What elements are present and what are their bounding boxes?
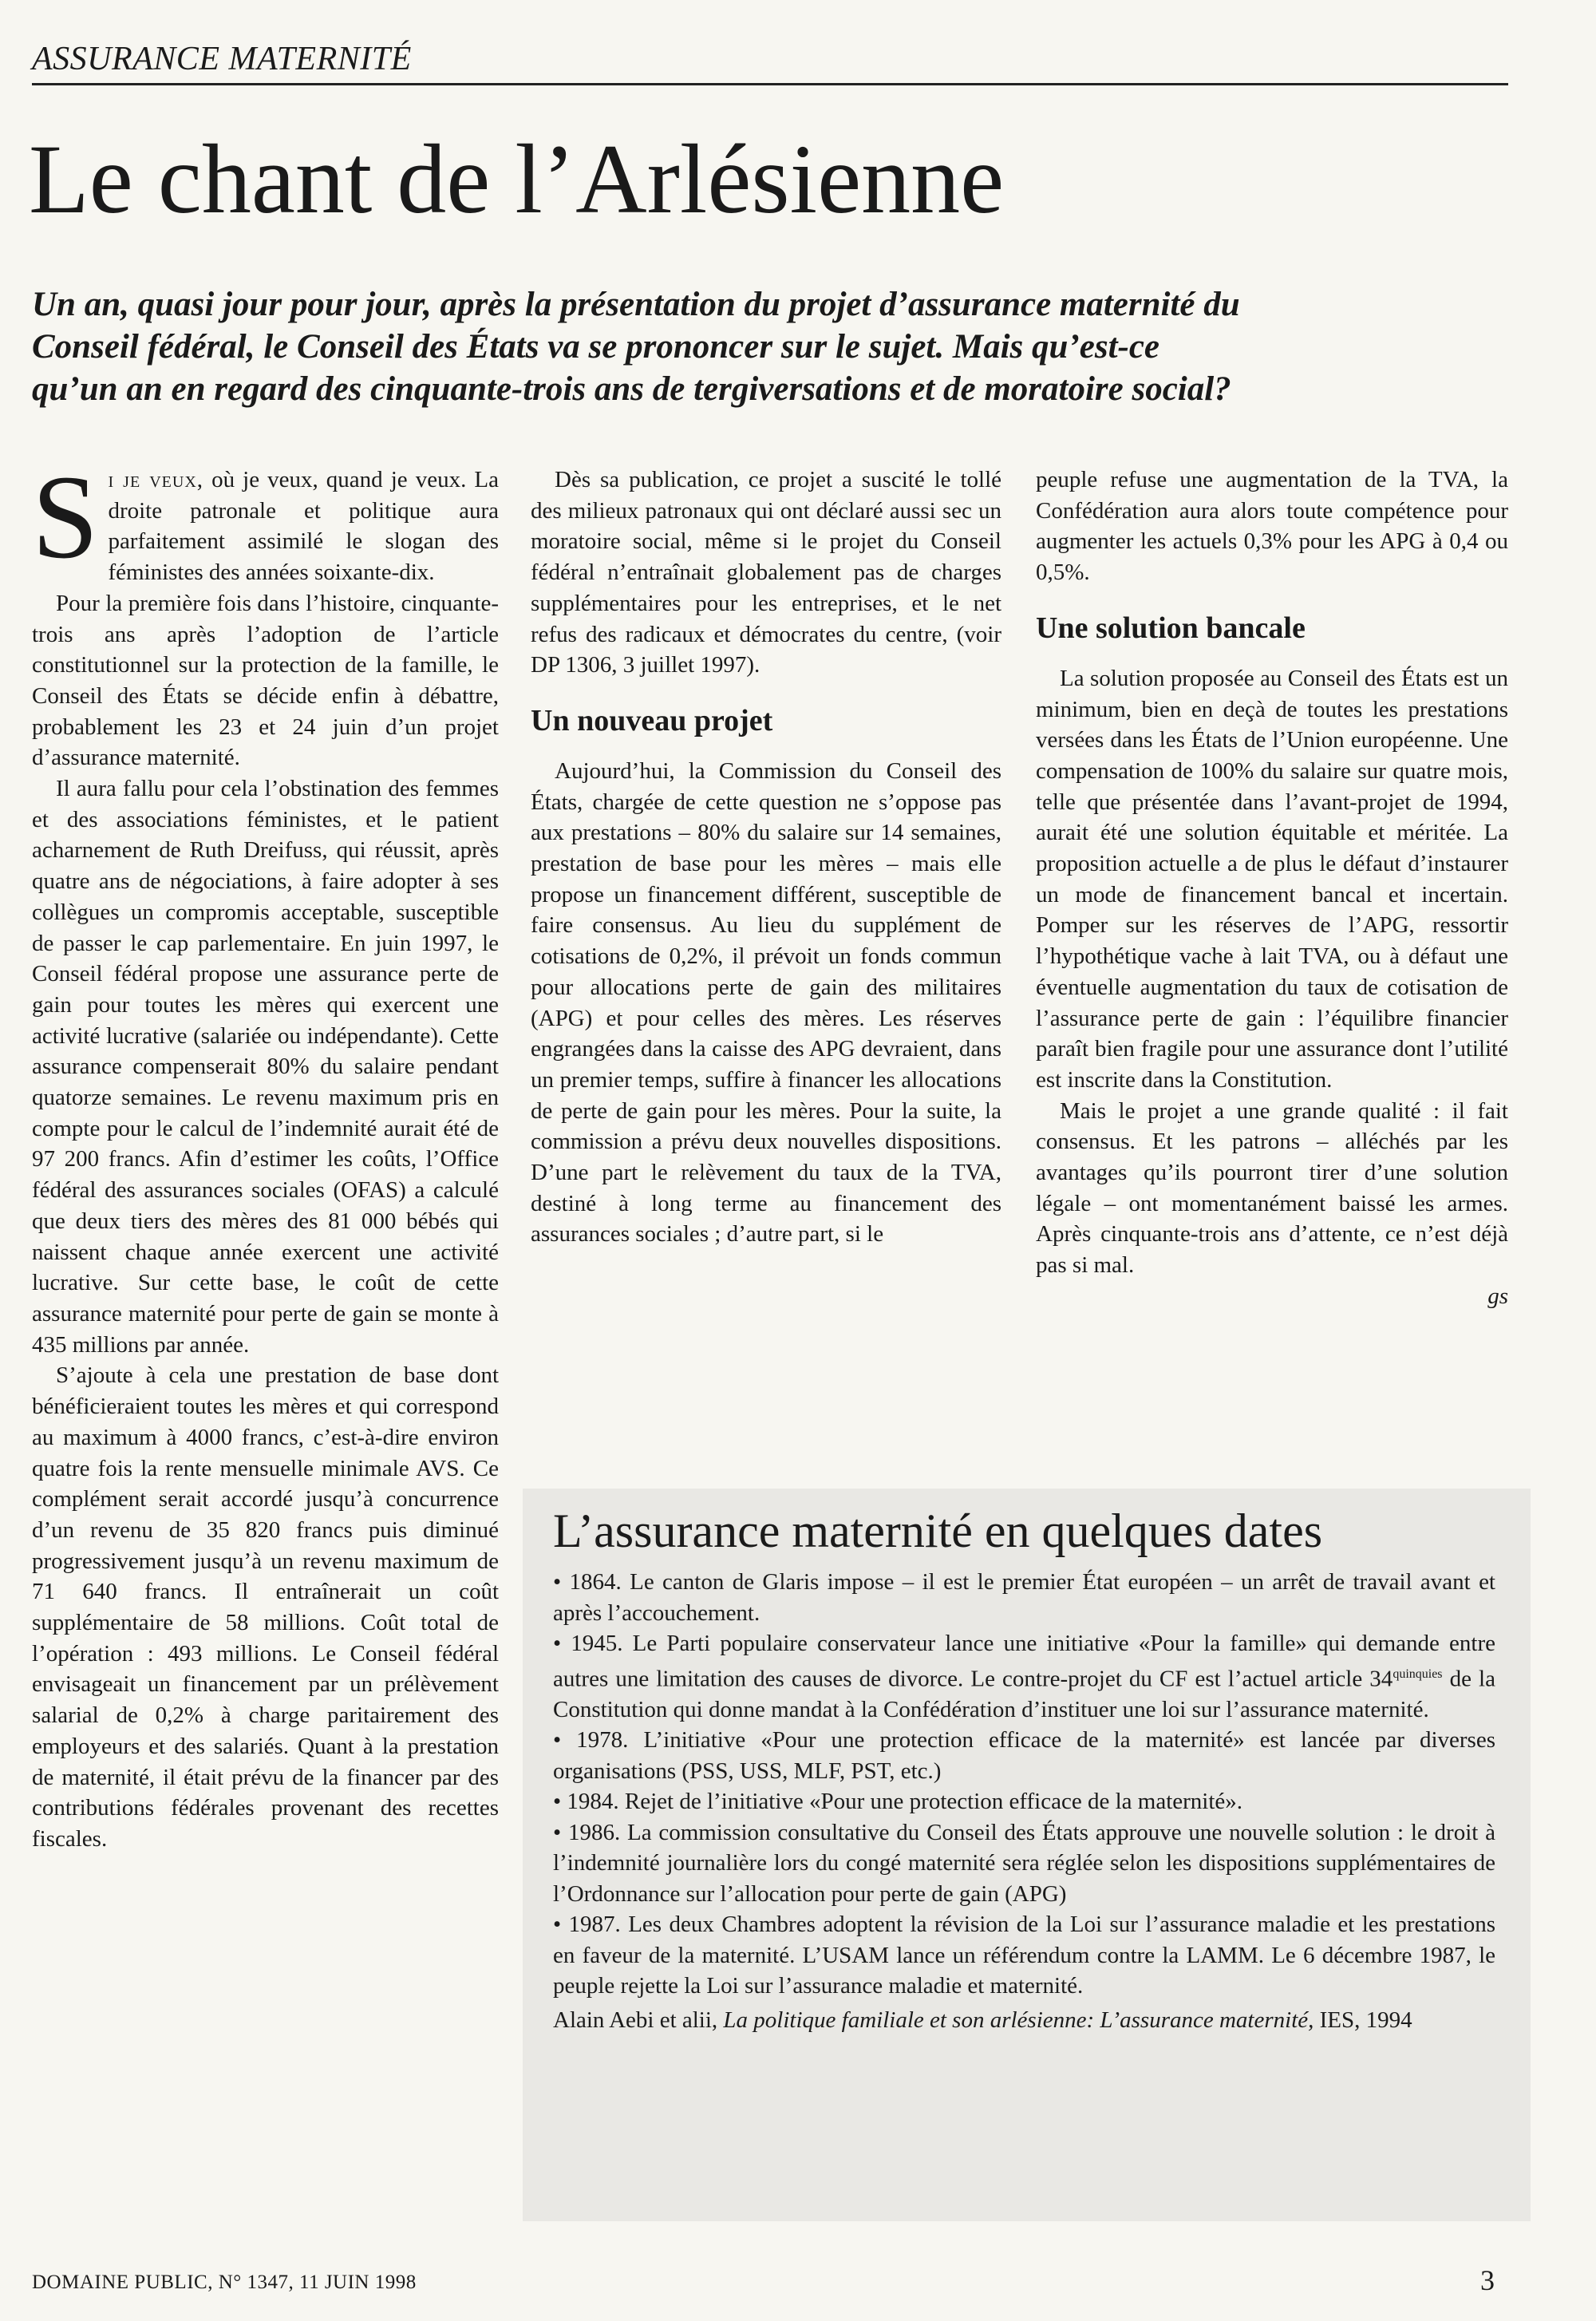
timeline-entry: • 1987. Les deux Chambres adoptent la révision de la Loi sur l’assurance maladie et les prestations en faveur de la maternité. L’USAM lance un référendum contre la LAMM. Le 6 décembre 1987, le peuple rejette la Loi sur l’assurance maladie et maternité.: [553, 1912, 1495, 1999]
column-3: [1036, 465, 1508, 1312]
publication-footer: DOMAINE PUBLIC, N° 1347, 11 JUIN 1998: [32, 2272, 417, 2293]
paragraph: Dès sa publication, ce projet a suscité le tollé des milieux patronaux qui ont déclaré aussi sec un moratoire social, même si le projet du Conseil fédéral n’entraînait globalement pas de charges supplémentaires pour les entreprises, et le net refus des radicaux et démocrates du centre, (voir DP 1306, 3 juillet 1997).: [531, 467, 1001, 678]
ref-author: Alain Aebi et alii,: [553, 2007, 724, 2033]
paragraph: Pour la première fois dans l’histoire, cinquante-trois ans après l’adoption de l’article constitutionnel sur la protection de la famille, le Conseil des États se décide enfin à débattre, probablement les 23 et 24 juin d’un projet d’assurance maternité.: [32, 590, 499, 771]
page-number: 3: [1480, 2264, 1495, 2296]
timeline-entry: • 1864. Le canton de Glaris impose – il est le premier État européen – un arrêt de travail avant et après l’accouchement.: [553, 1569, 1495, 1626]
article-title: Le chant de l’Arlésienne: [29, 125, 1005, 234]
timeline-entry: [553, 1628, 1495, 1725]
timeline-entry: • 1984. Rejet de l’initiative «Pour une protection efficace de la maternité».: [553, 1789, 1243, 1815]
paragraph: Mais le projet a une grande qualité : il fait consensus. Et les patrons – alléchés par les avantages qu’ils pourront tirer d’une solution légale – ont momentanément baissé les armes. Après cinquante-trois ans d’attente, ce n’est déjà pas si mal.: [1036, 1097, 1508, 1279]
paragraph: Il aura fallu pour cela l’obstination des femmes et des associations féministes, et le patient acharnement de Ruth Dreifuss, qui réussit, après quatre ans de négociations, à faire adopter à ses collègues un compromis acceptable, susceptible de passer le cap parlementaire. En juin 1997, le Conseil fédéral propose une assurance perte de gain pour toutes les mères qui exercent une activité lucrative (salariée ou indépendante). Cette assurance compenserait 80% du salaire pendant quatorze semaines. Le revenu maximum pris en compte pour le calcul de l’indemnité aurait été de 97 200 francs. Afin d’estimer les coûts, l’Office fédéral des assurances sociales (OFAS) a calculé que deux tiers des mères des 81 000 bébés qui naissent chaque année exercent une activité lucrative. Sur cette base, le coût de cette assurance maternité pour perte de gain se monte à 435 millions par année.: [32, 776, 499, 1358]
section-rubric: ASSURANCE MATERNITÉ: [32, 40, 1508, 85]
paragraph: S’ajoute à cela une prestation de base dont bénéficieraient toutes les mères et qui correspond au maximum à 4000 francs, c’est-à-dire environ quatre fois la rente mensuelle minimale AVS. Ce complément serait accordé jusqu’à concurrence d’un revenu de 35 820 francs puis diminué progressivement jusqu’à un revenu maximum de 71 640 francs. Il entraînerait un coût supplémentaire de 58 millions. Coût total de l’opération : 493 millions. Le Conseil fédéral envisageait un financement par un prélèvement salarial de 0,2% à charge paritairement des employeurs et des salariés. Quant à la prestation de maternité, il était prévu de la financer par des contributions fédérales provenant des recettes fiscales.: [32, 1362, 499, 1852]
subheading: Une solution bancale: [1036, 611, 1306, 645]
drop-cap: S: [32, 451, 99, 583]
superscript: quinquies: [1393, 1667, 1443, 1681]
paragraph: La solution proposée au Conseil des États est un minimum, bien en deçà de toutes les prestations versées dans les États de l’Union européenne. Une compensation de 100% du salaire sur quatre mois, telle que présentée dans l’avant-projet de 1994, aurait été une solution équitable et méritée. La proposition actuelle a de plus le défaut d’instaurer un mode de financement bancal et incertain. Pomper sur les réserves de l’APG, ressortir l’hypothétique vache à lait TVA, ou à défaut une éventuelle augmentation du taux de cotisation de l’assurance perte de gain : l’équilibre financier paraît bien fragile pour une assurance dont l’utilité est inscrite dans la Constitution.: [1036, 665, 1508, 1093]
box-title: L’assurance maternité en quelques dates: [553, 1504, 1323, 1557]
paragraph: Aujourd’hui, la Commission du Conseil des États, chargée de cette question ne s’oppose pas aux prestations – 80% du salaire sur 14 semaines, prestation de base pour les mères – mais elle propose un financement différent, susceptible de faire consensus. Au lieu du supplément de cotisations de 0,2%, il prévoit un fonds commun pour allocations perte de gain des militaires (APG) et pour celles des mères. Les réserves engrangées dans la caisse des APG devraient, dans un premier temps, suffire à financer les allocations de perte de gain pour les mères. Pour la suite, la commission a prévu deux nouvelles dispositions. D’une part le relèvement du taux de la TVA, destiné à long terme au financement des assurances sociales ; d’autre part, si le: [531, 757, 1001, 1247]
paragraph: [32, 451, 499, 588]
subheading: Un nouveau projet: [531, 703, 773, 737]
article-lead: Un an, quasi jour pour jour, après la présentation du projet d’assurance maternité du Conseil fédéral, le Conseil des États va se prononcer sur le sujet. Mais qu’est-ce qu’un an en regard des cinquante-trois ans de tergiversations et de moratoire social?: [32, 286, 1240, 408]
bibliographic-reference: [539, 2005, 1515, 2036]
author-signature: gs: [1487, 1283, 1508, 1309]
lead-smallcaps: i je veux,: [108, 467, 204, 492]
timeline-box: [523, 1489, 1531, 2221]
timeline-entry: • 1978. L’initiative «Pour une protection efficace de la maternité» est lancée par diverses organisations (PSS, USS, MLF, PST, etc.): [553, 1727, 1495, 1784]
paragraph: peuple refuse une augmentation de la TVA, la Confédération aura alors toute compétence pour augmenter les actuels 0,3% pour les APG à 0,4 ou 0,5%.: [1036, 467, 1508, 586]
ref-publisher: IES, 1994: [1314, 2007, 1412, 2033]
timeline-entry: • 1986. La commission consultative du Conseil des États approuve une nouvelle solution : le droit à l’indemnité journalière lors du congé maternité sera réglée selon les dispositions supplémentaires de l’Ordonnance sur l’allocation pour perte de gain (APG): [553, 1819, 1495, 1907]
column-1: [32, 451, 499, 1855]
paragraph-text: où je veux, quand je veux. La droite patronale et politique aura parfaitement assimilé le slogan des féministes des années soixante-dix.: [108, 467, 499, 586]
entry-text: de la Constitution qui donne mandat à la Confédération d’instituer une loi sur l’assurance maternité.: [553, 1666, 1495, 1722]
entry-text: • 1945. Le Parti populaire conservateur lance une initiative «Pour la famille» qui demande entre autres une limitation des causes de divorce. Le contre-projet du CF est l’actuel article 34: [553, 1631, 1495, 1692]
timeline-list: [539, 1567, 1515, 2002]
ref-title: La politique familiale et son arlésienne: L’assurance maternité,: [723, 2007, 1314, 2033]
column-2: [531, 465, 1001, 1250]
